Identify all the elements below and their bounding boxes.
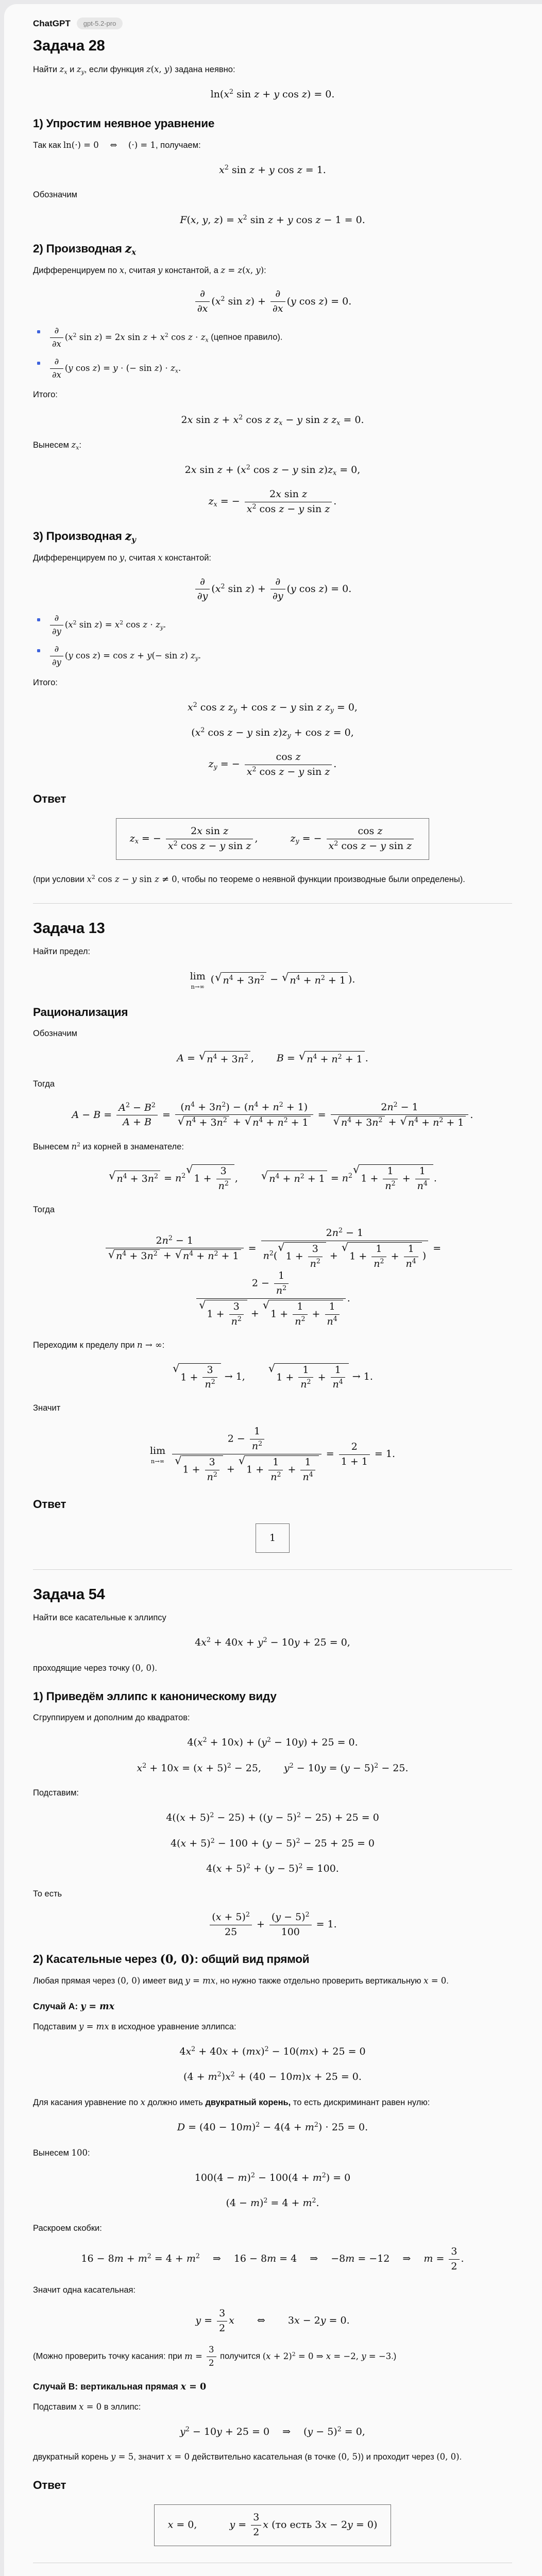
section-heading: 1) Приведём эллипс к каноническому виду [33, 1689, 277, 1703]
answer-box: $z_x$ = − $\frac{\text{2x sin z}}{x^2 \cos z - y \sin z}$ , $z_y$ = − $\frac{\text{cos z}}{x^2 \cos z - y \sin z}$ [33, 818, 512, 860]
section-heading: 3) Производная $z_y$ [33, 530, 136, 545]
paragraph: Тогда [33, 1079, 55, 1089]
case-heading: Случай А: y = mx [33, 2001, 115, 2012]
paragraph: Итого: [33, 390, 58, 400]
paragraph: Дифференцируем по y, считая x константой: [33, 553, 212, 563]
paragraph: Значит одна касательная: [33, 2285, 136, 2295]
bullet-list [33, 613, 512, 668]
display-equation: $4((x + 5)^2 - 25) + ((y - 5)^2 - 25) + 25 = 0$ [166, 1811, 379, 1824]
section-heading: 2) Производная $z_x$ [33, 242, 136, 257]
paragraph: Значит [33, 1403, 61, 1413]
problem-title: Задача 13 [33, 920, 105, 937]
section-heading: 1) Упростим неявное уравнение [33, 116, 215, 130]
section-heading: Ответ [33, 792, 66, 806]
display-equation: $4(x + 5)^2 - 100 + (y - 5)^2 - 25 + 25 = 0$ [170, 1836, 375, 1849]
section-divider [33, 903, 512, 904]
list-item: ∂ ∂x (y cos z) = y ⋅ (− $\sin z) \cdot z_x$. [48, 357, 512, 380]
display-equation: $(4 + m^2)x^2 + (40 - 10m)x + 25 = 0$. [183, 2070, 362, 2083]
paragraph: Вынесем $n^2$ из корней в знаменателе: [33, 1141, 184, 1152]
paragraph: (при условии $x^2$ cos z − y sin z ≠ 0, чтобы по теореме о неявной функции производные были определены). [33, 873, 465, 884]
bullet-list [33, 326, 512, 381]
paragraph: Так как ln(·) = 0 ⇔ (·) = 1, получаем: [33, 140, 201, 150]
problem-title: Задача 54 [33, 1586, 105, 1603]
section-heading: 2) Касательные через (0, 0): общий вид прямой [33, 1953, 310, 1967]
display-equation: F(x, y, $z) = x^2$ sin z + y cos z − 1 = 0. [180, 213, 365, 226]
section-divider [33, 1569, 512, 1570]
paragraph: Обозначим [33, 1028, 77, 1038]
paragraph: Подставим y = mx в исходное уравнение эллипса: [33, 2021, 236, 2031]
display-equation: A − B = $\frac{A^2 - B^2}{A + B}$ = $(n^4 + 3n^2) - (n^4 + n^2 + 1)$ √ $n^4 + 3n^2$ + √ $n^4 + n^2 + 1$ = $2n^2 - 1$ √ $n^4 + 3n^2$ + √ $n^4 + n^2 + 1$ . [72, 1100, 473, 1129]
display-equation: $y^2 - 10y + 25 = 0$ ⇒ $(y - 5)^2 = 0$, [180, 2425, 365, 2437]
display-equation: $x^2 + 10x = (x + 5)^2 - 25$, $y^2 - 10y = (y - 5)^2 - 25$. [137, 1761, 409, 1774]
paragraph: Найти все касательные к эллипсу [33, 1613, 166, 1622]
paragraph: Подставим x = 0 в эллипс: [33, 2401, 141, 2412]
paragraph: проходящие через точку (0, 0). [33, 1663, 157, 1673]
display-equation: √ 1 + $\frac{3}{n^2}$ → 1, √ 1 + $\frac{1}{n^2}$ + $\frac{1}{n^4}$ → 1. [173, 1362, 373, 1391]
display-equation: lim n→∞ 2 − $\frac{1}{n^2}$ √ 1 + $\frac{3}{n^2}$ + √ 1 + $\frac{1}{n^2}$ + $\frac{1}{n^4}$ = $\frac{2}{1 + 1}$ = 1. [149, 1426, 396, 1483]
paragraph: Раскроем скобки: [33, 2223, 102, 2233]
display-equation: ∂ ∂x ($x^2$ sin z) + ∂ ∂x (y cos z) = 0. [33, 288, 512, 315]
answer-box: 1 [33, 1523, 512, 1553]
display-equation: y = $\frac{3}{2}$ x ⇔ 3x − 2y = 0. [195, 2307, 350, 2334]
display-equation: $\ln(x^2$ sin z + y cos z) = 0. [210, 88, 335, 100]
section-heading: Ответ [33, 1498, 66, 1511]
paragraph: (Можно проверить точку касания: при m = $\frac{3}{2}$ получится $(x + 2)^2 = 0$ ⇒ x = −2, y = −3.) [33, 2345, 397, 2368]
display-equation: $100(4 - m)^2 - 100(4 + m^2) = 0$ [194, 2171, 351, 2183]
paragraph: Вынесем 100: [33, 2147, 90, 2158]
model-badge: gpt-5.2-pro [77, 18, 123, 29]
paragraph: Сгруппируем и дополним до квадратов: [33, 1713, 190, 1722]
paragraph: Любая прямая через (0, 0) имеет вид y = mx, но нужно также отдельно проверить вертикальную x = 0. [33, 1976, 449, 1986]
display-equation: √ $n^4 + 3n^2$ = $n^2$ √ 1 + $\frac{3}{n^2}$ , √ $n^4 + n^2 + 1$ = $n^2$ √ 1 + $\frac{1}{n^2}$ + $\frac{1}{n^4}$ . [109, 1163, 437, 1192]
paragraph: Для касания уравнение по x должно иметь двукратный корень, то есть дискриминант равен нулю: [33, 2097, 430, 2107]
display-equation: 2x $\sin z + (x^2$ cos z − y $\sin z)z_x = 0$, [184, 463, 361, 477]
paragraph: Дифференцируем по x, считая y константой, а z = z(x, y): [33, 265, 266, 276]
display-equation: $z_x$ = − $\frac{\text{2x sin z}}{x^2 \cos z - y \sin z}$ . [208, 488, 337, 515]
paragraph: Вынесем $z_x$: [33, 440, 81, 451]
message-header [33, 18, 512, 29]
paragraph: Переходим к пределу при n → ∞: [33, 1340, 165, 1350]
display-equation: $4x^2 + 40x + y^2 - 10y + 25 = 0$, [195, 1636, 350, 1649]
display-equation: ∂ ∂y ($x^2$ sin z) + ∂ ∂y (y cos z) = 0. [33, 576, 512, 603]
list-item: ∂ ∂y ($x^2$ $\sin z) = x^2$ $\cos z \cdot z_y$. [48, 613, 512, 637]
section-heading: Ответ [33, 2479, 66, 2492]
display-equation: $x^2$ sin z + y cos z = 1. [219, 163, 326, 176]
display-equation: ($x^2$ cos z − y $\sin z)z_y + \cos z = 0$, [191, 726, 354, 739]
display-equation: A = √ $n^4 + 3n^2$ , B = √ $n^4 + n^2 + 1$ . [33, 1051, 512, 1067]
section-heading: Рационализация [33, 1005, 128, 1019]
paragraph: двукратный корень y = 5, значит x = 0 действительно касательная (в точке (0, 5)) и проходит через (0, 0). [33, 2452, 462, 2462]
display-equation: lim n→∞ ( √ $n^4 + 3n^2$ − √ $n^4 + n^2 + 1$ ). [190, 971, 355, 990]
message-content [33, 38, 512, 2576]
assistant-message-card [4, 4, 542, 2576]
display-equation: $16 - 8m + m^2 = 4 + m^2$ ⇒ 16 − 8m = 4 ⇒ −8m = −12 ⇒ m = $\frac{3}{2}$ . [81, 2246, 464, 2272]
display-equation: $4(x + 5)^2 + (y - 5)^2 = 100$. [206, 1862, 339, 1875]
answer-box: x = 0, y = $\frac{3}{2}$ x (то есть 3x − 2y = 0) [33, 2504, 512, 2546]
paragraph: Подставим: [33, 1788, 79, 1798]
case-heading: Случай B: вертикальная прямая x = 0 [33, 2381, 207, 2392]
display-equation: $(4 - m)^2 = 4 + m^2$. [226, 2196, 319, 2209]
display-equation: $2n^2 - 1$ √ $n^4 + 3n^2$ + √ $n^4 + n^2 + 1$ = $2n^2 - 1$ $n^2$( √ 1 + $\frac{3}{n^2}$ + √ 1 + $\frac{1}{n^2}$ + $\frac{1}{n^4}$ ) = 2 − $\frac{1}{n^2}$ √ 1 + $\frac{3}{n^2}$ + √ 1 + $\frac{1}{n^2}$ + $\frac{1}{n^4}$ . [33, 1227, 512, 1328]
list-item: ∂ ∂y (y cos z) = cos z + y(− sin z) $z_y$. [48, 644, 512, 668]
display-equation: $\frac{(x + 5)^2}{25}$ + $\frac{(y - 5)^2}{100}$ = 1. [33, 1911, 512, 1939]
display-equation: $x^2$ cos z $z_y + \cos z - y$ sin z $z_y = 0$, [188, 700, 358, 714]
display-equation: $z_y$ = − $\frac{\text{cos z}}{x^2 \cos z - y \sin z}$ . [208, 751, 337, 777]
problem-title: Задача 28 [33, 38, 105, 54]
paragraph: Найти $z_x$ и $z_y$, если функция z(x, y) задана неявно: [33, 64, 235, 76]
display-equation: 2x $\sin z + x^2$ cos z $z_x - y$ sin z $z_x = 0$. [181, 413, 364, 427]
display-equation: $4(x^2 + 10x) + (y^2 - 10y) + 25 = 0$. [187, 1736, 358, 1749]
list-item: ∂ ∂x ($x^2$ sin z) = 2x $\sin z + x^2$ $\cos z \cdot z_x$ (цепное правило). [48, 326, 512, 349]
paragraph: Найти предел: [33, 946, 91, 956]
paragraph: Тогда [33, 1205, 55, 1214]
display-equation: $4x^2 + 40x + (mx)^2 - 10(mx) + 25 = 0$ [179, 2045, 366, 2057]
paragraph: То есть [33, 1889, 62, 1899]
app-title: ChatGPT [33, 18, 71, 28]
display-equation: $D = (40 - 10m)^2 - 4(4 + m^2) \cdot 25 = 0$. [177, 2121, 368, 2133]
paragraph: Итого: [33, 677, 58, 687]
paragraph: Обозначим [33, 190, 77, 200]
